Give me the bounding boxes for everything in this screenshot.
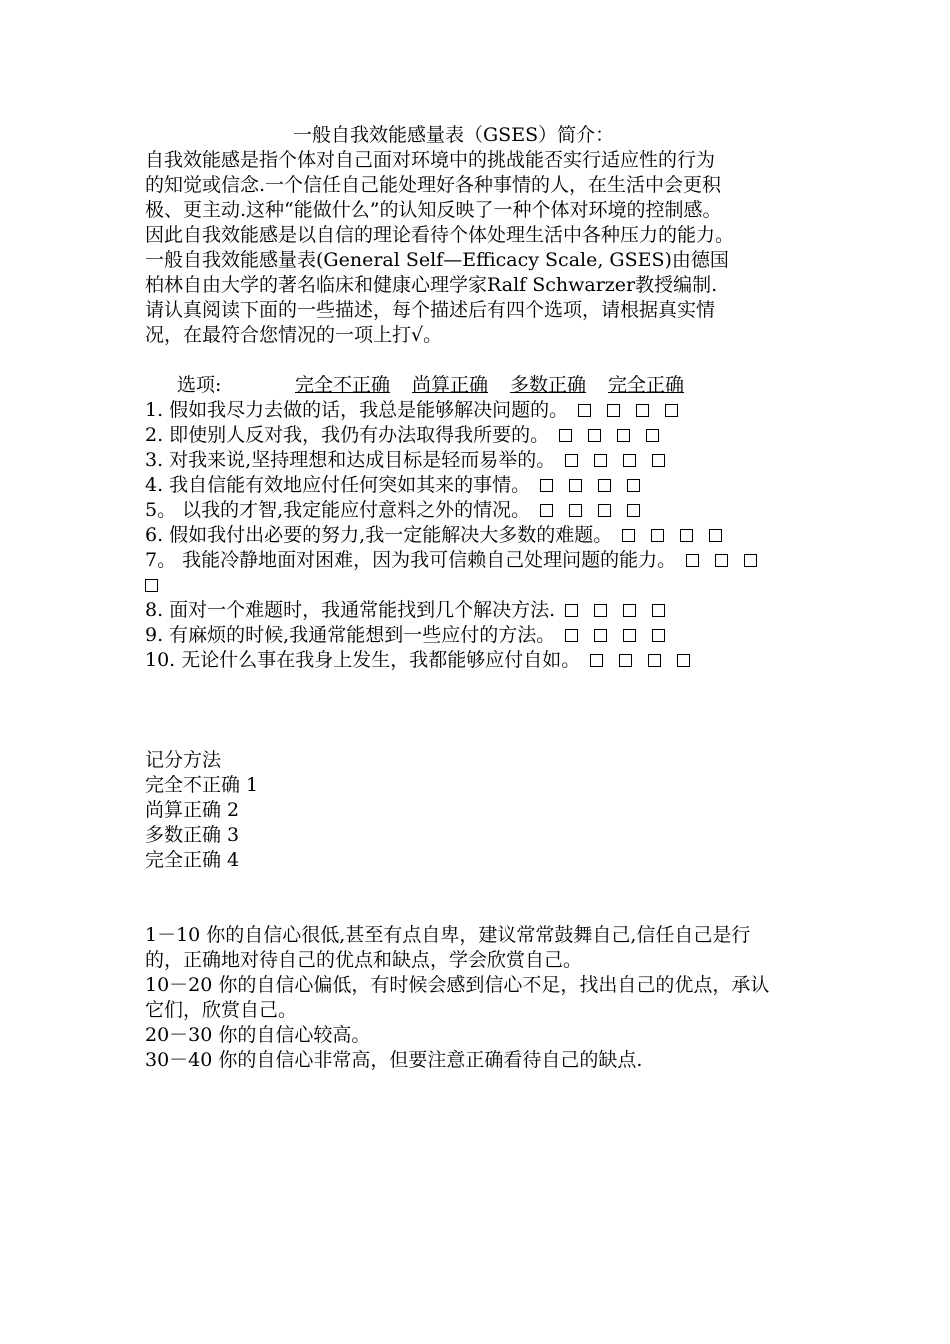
question-item-wrap [145, 573, 850, 598]
question-text: 3. 对我来说,坚持理想和达成目标是轻而易举的。 [145, 449, 556, 471]
scoring-line: 完全不正确 1 [145, 774, 259, 796]
intro-line: 柏林自由大学的著名临床和健康心理学家Ralf Schwarzer教授编制. [145, 274, 718, 296]
interpretation-line: 30－40 你的自信心非常高，但要注意正确看待自己的缺点. [145, 1049, 643, 1071]
interpretation-line: 它们，欣赏自己。 [145, 999, 298, 1021]
checkbox[interactable] [540, 479, 553, 492]
intro-line: 因此自我效能感是以自信的理论看待个体处理生活中各种压力的能力。 [145, 224, 735, 246]
page-title: 一般自我效能感量表（GSES）简介： [293, 124, 615, 146]
interpretation-line: 的，正确地对待自己的优点和缺点，学会欣赏自己。 [145, 949, 583, 971]
option-somewhat-correct: 尚算正确 [412, 374, 489, 396]
checkbox[interactable] [619, 654, 632, 667]
checkbox[interactable] [623, 454, 636, 467]
checkbox[interactable] [569, 504, 582, 517]
checkbox[interactable] [594, 454, 607, 467]
checkbox[interactable] [622, 529, 635, 542]
checkbox[interactable] [677, 654, 690, 667]
intro-line: 一般自我效能感量表(General Self—Efficacy Scale, GSES)由德国 [145, 249, 729, 271]
option-completely-incorrect: 完全不正确 [295, 374, 391, 396]
checkbox[interactable] [565, 629, 578, 642]
scoring-line: 尚算正确 2 [145, 799, 240, 821]
checkbox[interactable] [652, 629, 665, 642]
option-mostly-correct: 多数正确 [510, 374, 587, 396]
checkbox[interactable] [588, 429, 601, 442]
question-item [145, 423, 850, 448]
intro-paragraph [145, 148, 850, 348]
question-text: 2. 即使别人反对我，我仍有办法取得我所要的。 [145, 424, 550, 446]
checkbox[interactable] [565, 454, 578, 467]
checkbox[interactable] [652, 604, 665, 617]
checkbox[interactable] [598, 504, 611, 517]
scoring-heading: 记分方法 [145, 749, 222, 771]
scoring-line: 完全正确 4 [145, 849, 240, 871]
spacer [145, 348, 850, 373]
checkbox[interactable] [709, 529, 722, 542]
intro-line: 自我效能感是指个体对自己面对环境中的挑战能否实行适应性的行为 [145, 149, 716, 171]
spacer [145, 673, 850, 748]
document-page [145, 123, 850, 1073]
checkbox[interactable] [715, 554, 728, 567]
question-item [145, 623, 850, 648]
question-item [145, 448, 850, 473]
checkbox[interactable] [594, 604, 607, 617]
question-item [145, 523, 850, 548]
question-text: 5。 以我的才智,我定能应付意料之外的情况。 [145, 499, 531, 521]
checkbox[interactable] [744, 554, 757, 567]
checkbox[interactable] [578, 404, 591, 417]
checkbox[interactable] [652, 454, 665, 467]
question-item [145, 598, 850, 623]
checkbox[interactable] [617, 429, 630, 442]
intro-line: 况，在最符合您情况的一项上打√。 [145, 324, 443, 346]
scoring-section [145, 748, 850, 873]
checkbox[interactable] [607, 404, 620, 417]
checkbox[interactable] [569, 479, 582, 492]
question-list [145, 398, 850, 673]
interpretation-section [145, 923, 850, 1073]
checkbox[interactable] [565, 604, 578, 617]
checkbox[interactable] [686, 554, 699, 567]
question-text: 1. 假如我尽力去做的话，我总是能够解决问题的。 [145, 399, 569, 421]
question-item [145, 498, 850, 523]
interpretation-line: 20－30 你的自信心较高。 [145, 1024, 371, 1046]
checkbox[interactable] [636, 404, 649, 417]
checkbox[interactable] [145, 579, 158, 592]
checkbox[interactable] [594, 629, 607, 642]
question-text: 8. 面对一个难题时，我通常能找到几个解决方法. [145, 599, 556, 621]
checkbox[interactable] [598, 479, 611, 492]
question-text: 9. 有麻烦的时候,我通常能想到一些应付的方法。 [145, 624, 556, 646]
question-item [145, 548, 850, 573]
scoring-line: 多数正确 3 [145, 824, 240, 846]
question-text: 4. 我自信能有效地应付任何突如其来的事情。 [145, 474, 531, 496]
checkbox[interactable] [540, 504, 553, 517]
checkbox[interactable] [651, 529, 664, 542]
intro-line: 的知觉或信念.一个信任自己能处理好各种事情的人，在生活中会更积 [145, 174, 722, 196]
question-item [145, 473, 850, 498]
interpretation-line: 1－10 你的自信心很低,甚至有点自卑，建议常常鼓舞自己,信任自己是行 [145, 924, 751, 946]
question-text: 10. 无论什么事在我身上发生，我都能够应付自如。 [145, 649, 581, 671]
question-item [145, 398, 850, 423]
interpretation-line: 10－20 你的自信心偏低，有时候会感到信心不足，找出自己的优点，承认 [145, 974, 770, 996]
checkbox[interactable] [648, 654, 661, 667]
checkbox[interactable] [646, 429, 659, 442]
question-item [145, 648, 850, 673]
intro-line: 极、更主动.这种“能做什么”的认知反映了一种个体对环境的控制感。 [145, 199, 722, 221]
checkbox[interactable] [623, 604, 636, 617]
checkbox[interactable] [623, 629, 636, 642]
checkbox[interactable] [590, 654, 603, 667]
checkbox[interactable] [627, 479, 640, 492]
question-text: 7。 我能冷静地面对困难，因为我可信赖自己处理问题的能力。 [145, 549, 677, 571]
checkbox[interactable] [665, 404, 678, 417]
intro-line: 请认真阅读下面的一些描述，每个描述后有四个选项，请根据真实情 [145, 299, 716, 321]
checkbox[interactable] [680, 529, 693, 542]
option-completely-correct: 完全正确 [608, 374, 685, 396]
checkbox[interactable] [627, 504, 640, 517]
options-header [145, 373, 850, 398]
checkbox[interactable] [559, 429, 572, 442]
spacer [145, 873, 850, 923]
question-text: 6. 假如我付出必要的努力,我一定能解决大多数的难题。 [145, 524, 613, 546]
options-label: 选项: [177, 374, 222, 396]
